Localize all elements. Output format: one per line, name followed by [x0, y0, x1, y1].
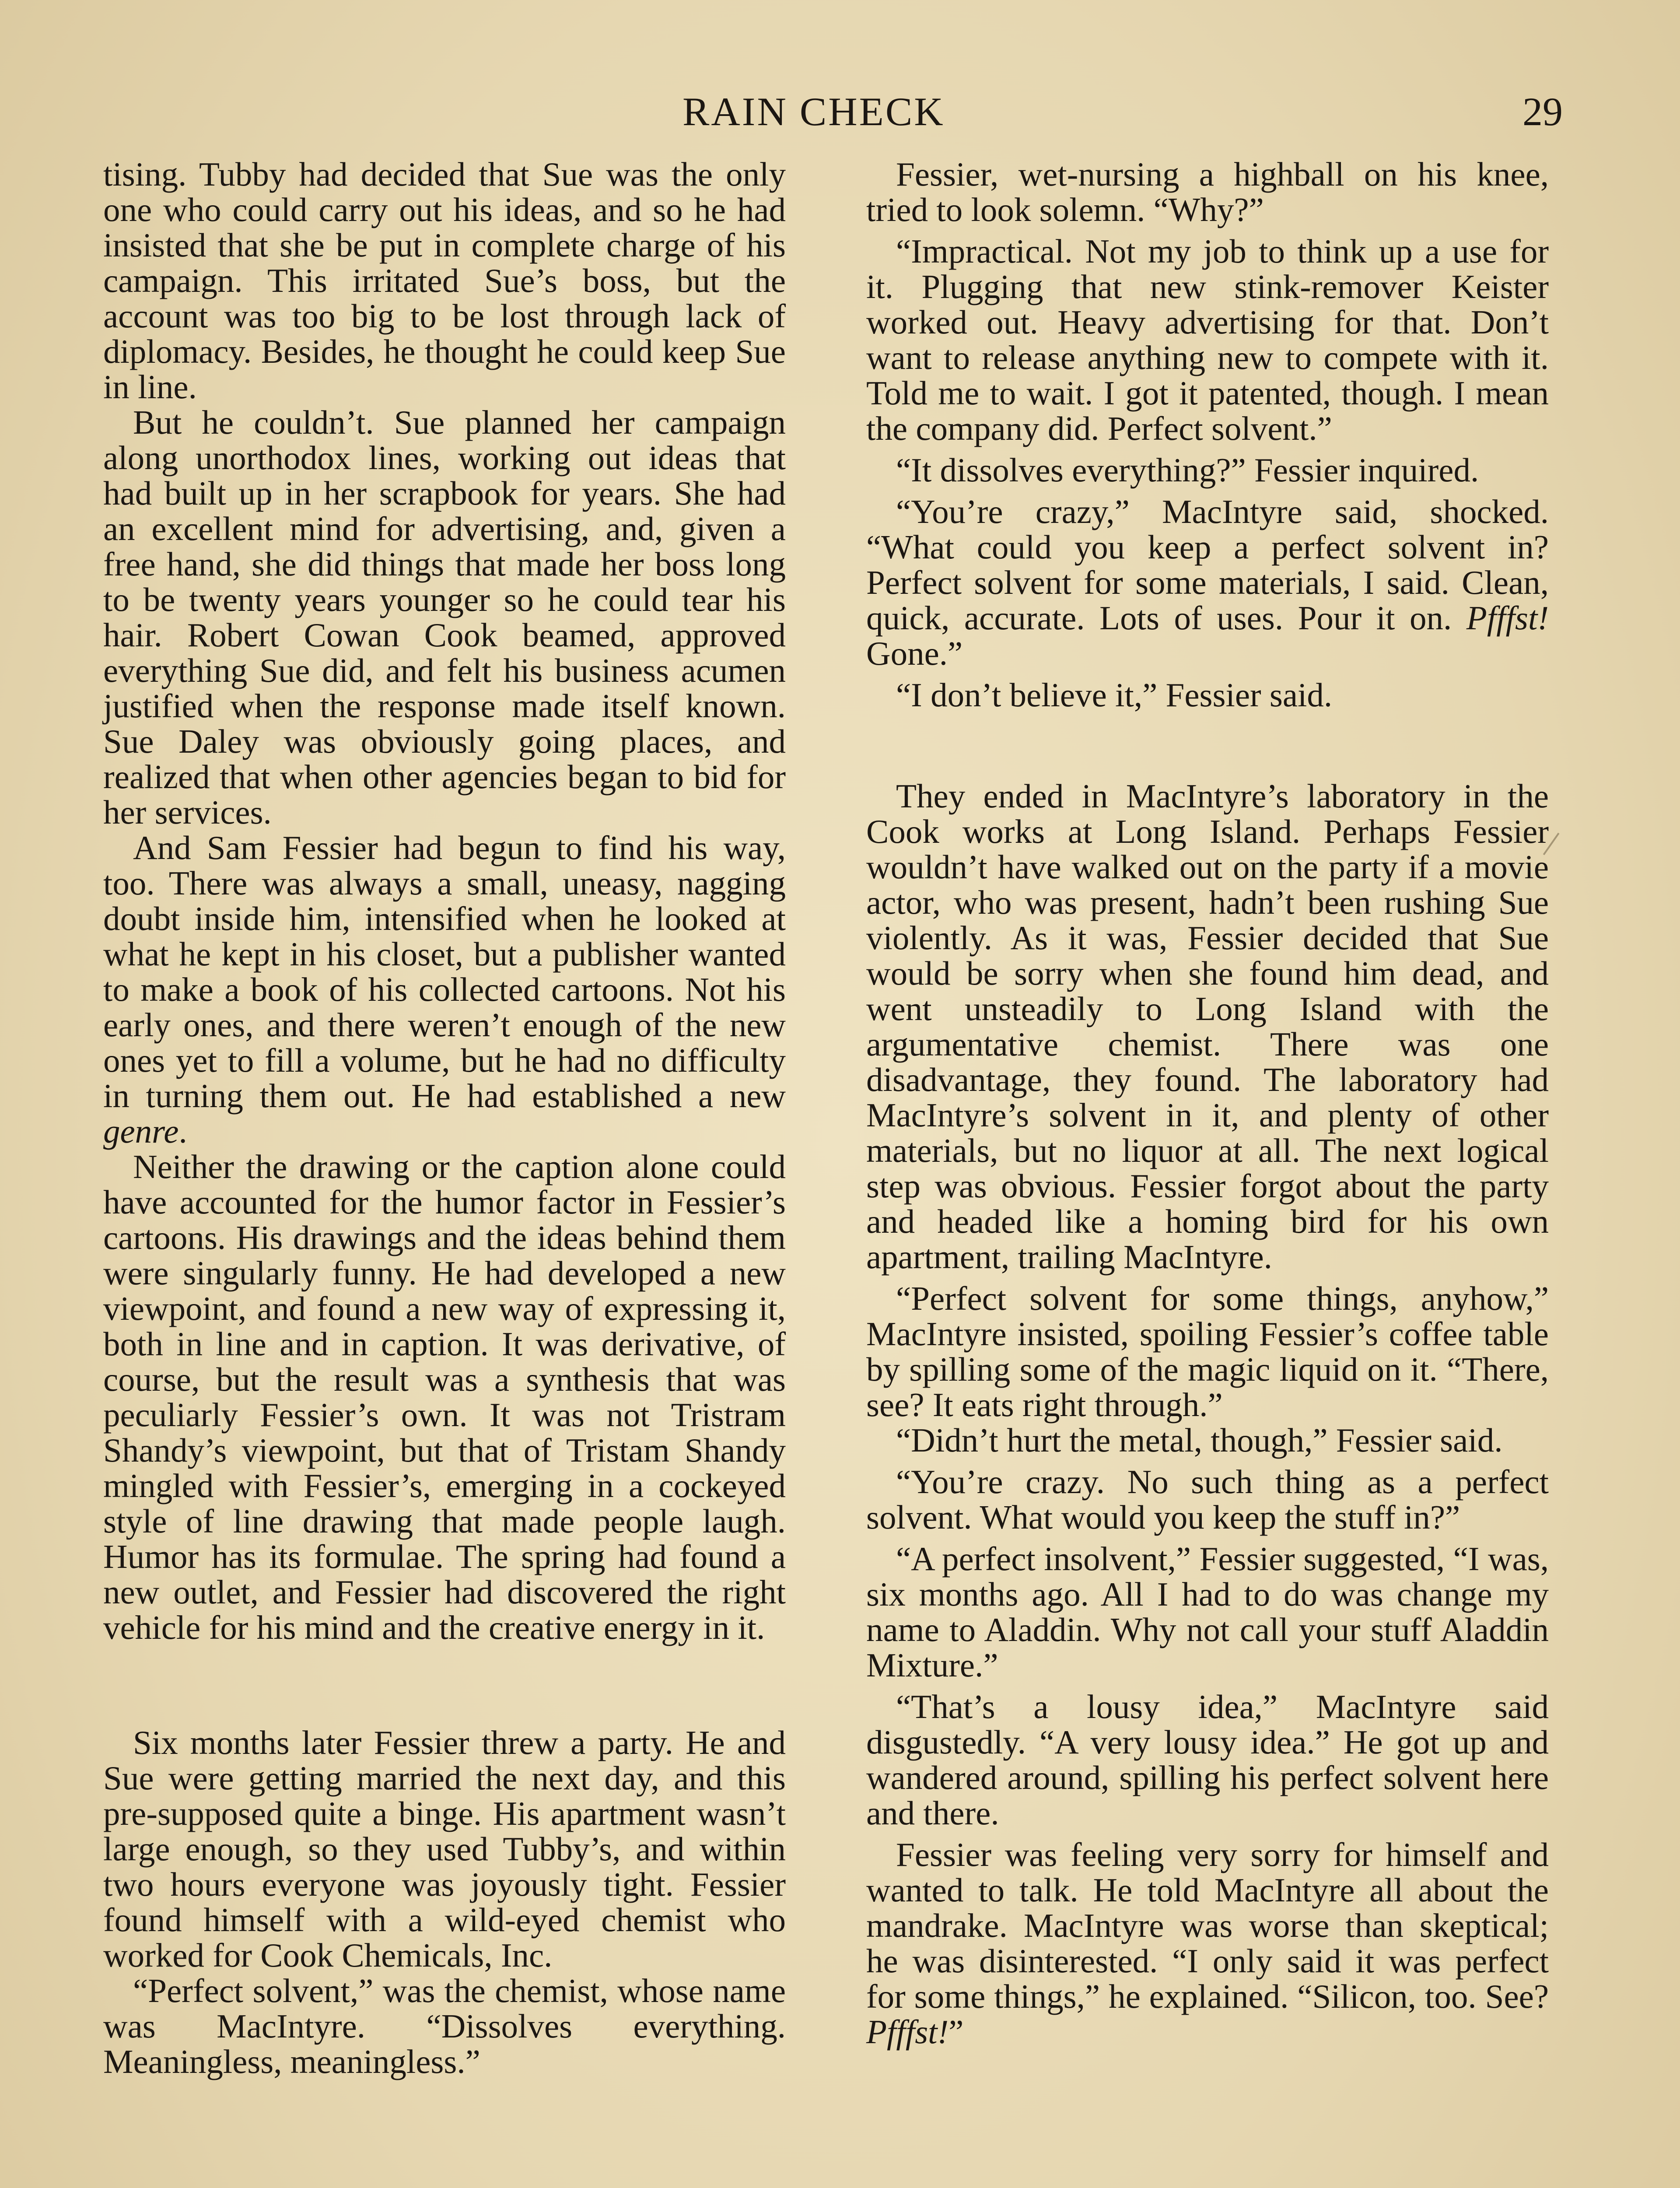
page-number: 29	[1522, 89, 1563, 134]
paragraph: “Impractical. Not my job to think up a use for it. Plugging that new stink-remover Keister worked out. Heavy advertising for that. Don’t want to release anything new to compete with it. Told me to wait. I got it patented, though. I mean the company did. Perfect solvent.”	[866, 232, 1549, 447]
paragraph-text: And Sam Fessier had begun to find his way, too. There was always a small, uneasy, nagging doubt inside him, intensified when he looked at what he kept in his closet, but a publisher wanted to make a book of his collected cartoons. Not his early ones, and there weren’t enough of the new ones yet to fill a volume, but he had no difficulty in turning them out. He had established a new	[103, 829, 786, 1115]
paragraph: They ended in MacIntyre’s laboratory in the Cook works at Long Island. Perhaps Fessier wouldn’t have walked out on the party if a movie actor, who was present, hadn’t been rushing Sue violently. As it was, Fessier decided that Sue would be sorry when she found him dead, and went unsteadily to Long Island with the argumentative chemist. There was one disadvantage, they found. The laboratory had MacIntyre’s solvent in it, and plenty of other materials, but no liquor at all. The next logical step was obvious. Fessier forgot about the party and headed like a homing bird for his own apartment, trailing MacIntyre.	[866, 777, 1549, 1276]
paragraph: Six months later Fessier threw a party. He and Sue were getting married the next day, and this pre-supposed quite a binge. His apartment wasn’t large enough, so they used Tubby’s, and within two hours everyone was joyously tight. Fessier found himself with a wild-eyed chemist who worked for Cook Chemicals, Inc.	[103, 1724, 786, 1974]
paragraph-text: Gone.”	[866, 635, 963, 672]
paragraph: Fessier, wet-nursing a highball on his knee, tried to look solemn. “Why?”	[866, 155, 1549, 228]
paragraph-text: .	[178, 1112, 187, 1150]
paragraph	[866, 494, 1549, 671]
paragraph: “Perfect solvent,” was the chemist, whose name was MacIntyre. “Dissolves everything. Meaningless, meaningless.”	[103, 1972, 786, 2080]
paragraph: “I don’t believe it,” Fessier said.	[896, 676, 1333, 714]
italic-word: genre	[103, 1112, 179, 1150]
right-column	[866, 157, 1549, 2050]
left-column	[103, 157, 786, 2079]
section-break	[866, 713, 1549, 778]
paragraph: But he couldn’t. Sue planned her campaign along unorthodox lines, working out ideas that had built up in her scrapbook for years. She had an excellent mind for advertising, and, given a free hand, she did things that made her boss long to be twenty years younger so he could tear his hair. Robert Cowan Cook beamed, approved everything Sue did, and felt his business acumen justified when the response made itself known. Sue Daley was obviously going places, and realized that when other agencies began to bid for her services.	[103, 403, 786, 831]
running-title: RAIN CHECK	[682, 89, 945, 134]
paragraph	[866, 1837, 1549, 2050]
paragraph: “Didn’t hurt the metal, though,” Fessier said.	[896, 1421, 1503, 1459]
paragraph: “Perfect solvent for some things, anyhow,” MacIntyre insisted, spoiling Fessier’s coffee table by spilling some of the magic liquid on it. “There, see? It eats right through.”	[866, 1280, 1549, 1424]
paragraph: “A perfect insolvent,” Fessier suggested, “I was, six months ago. All I had to do was change my name to Aladdin. Why not call your stuff Aladdin Mixture.”	[866, 1540, 1549, 1684]
paragraph	[103, 830, 786, 1149]
paragraph: tising. Tubby had decided that Sue was the only one who could carry out his ideas, and so he had insisted that she be put in complete charge of his campaign. This irritated Sue’s boss, but the account was too big to be lost through lack of diplomacy. Besides, he thought he could keep Sue in line.	[103, 155, 786, 406]
paragraph: Neither the drawing or the caption alone could have accounted for the humor factor in Fessier’s cartoons. His drawings and the ideas behind them were singularly funny. He had developed a new viewpoint, and found a new way of expressing it, both in line and in caption. It was derivative, of course, but the result was a synthesis that was peculiarly Fessier’s own. It was not Tristram Shandy’s viewpoint, but that of Tristam Shandy mingled with Fessier’s, emerging in a cockeyed style of line drawing that made people laugh. Humor has its formulae. The spring had found a new outlet, and Fessier had discovered the right vehicle for his mind and the creative energy in it.	[103, 1148, 786, 1646]
section-break	[103, 1645, 786, 1725]
italic-word: Pfffst!	[866, 2013, 949, 2051]
paragraph-text: “You’re crazy,” MacIntyre said, shocked. “What could you keep a perfect solvent in? Perfect solvent for some materials, I said. Clean, quick, accurate. Lots of uses. Pour it on.	[866, 493, 1549, 637]
italic-word: Pfffst!	[1466, 599, 1549, 637]
paragraph-text: ”	[948, 2013, 964, 2051]
paragraph: “It dissolves everything?” Fessier inquired.	[896, 451, 1479, 489]
running-head	[0, 88, 1680, 136]
paragraph: “That’s a lousy idea,” MacIntyre said disgustedly. “A very lousy idea.” He got up and wandered around, spilling his perfect solvent here and there.	[866, 1688, 1549, 1832]
paragraph-text: Fessier was feeling very sorry for himself and wanted to talk. He told MacIntyre all about the mandrake. MacIntyre was worse than skeptical; he was disinterested. “I only said it was perfect for some things,” he explained. “Silicon, too. See?	[866, 1836, 1549, 2015]
paragraph: “You’re crazy. No such thing as a perfect solvent. What would you keep the stuff in?”	[866, 1463, 1549, 1536]
